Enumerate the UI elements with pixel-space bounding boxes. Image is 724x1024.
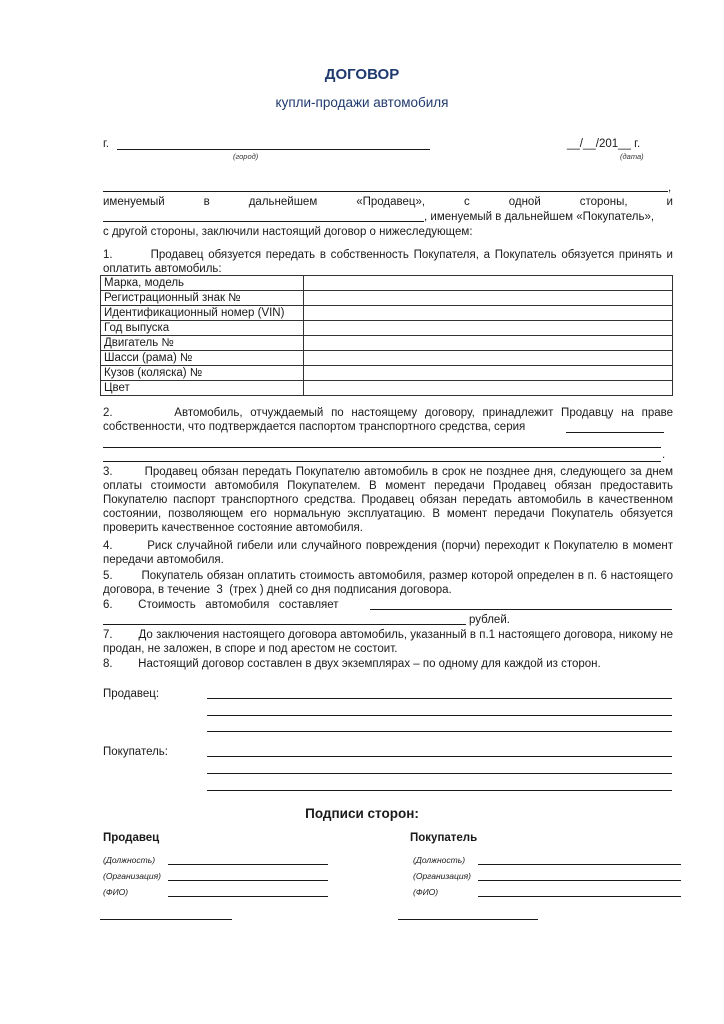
- buyer-organization-field[interactable]: [478, 880, 681, 881]
- seller-organization-field[interactable]: [168, 880, 328, 881]
- table-row: [101, 381, 673, 396]
- vehicle-attribute-label: Марка, модель: [101, 276, 304, 291]
- seller-requisites-line[interactable]: [207, 731, 672, 732]
- table-row: [101, 306, 673, 321]
- city-prefix: г.: [103, 138, 109, 150]
- word: с: [464, 196, 470, 208]
- seller-name-field[interactable]: [103, 191, 668, 192]
- table-row: [101, 291, 673, 306]
- buyer-fio-field[interactable]: [478, 896, 681, 897]
- vehicle-table: [100, 275, 673, 396]
- pts-line-2[interactable]: [103, 447, 661, 448]
- seller-signature-line[interactable]: [100, 919, 232, 920]
- clause-2: 2. Автомобиль, отчуждаемый по настоящему договору, принадлежит Продавцу на праве собственности, что подтверждается паспортом транспортного средства, серия: [103, 407, 673, 433]
- word: в: [203, 196, 210, 208]
- vehicle-attribute-label: Шасси (рама) №: [101, 351, 304, 366]
- clause-7: 7. До заключения настоящего договора автомобиль, указанный в п.1 настоящего договора, никому не продан, не заложен, в споре и под арестом не состоит.: [103, 629, 673, 655]
- clause-3: 3. Продавец обязан передать Покупателю автомобиль в срок не позднее дня, следующего за днем оплаты стоимости автомобиля Покупателем. В момент передачи Продавец обязан предоставить Покупателю паспорт транспортного средства. Продавец обязан передать автомобиль в качественном состоянии, позволяющем его нормальную эксплуатацию. В момент передачи Покупатель обязуется проверить качественное состояние автомобиля.: [103, 466, 673, 534]
- seller-requisites-label: Продавец:: [103, 688, 160, 700]
- vehicle-attribute-value[interactable]: [304, 291, 673, 306]
- parties-conclusion: с другой стороны, заключили настоящий договор о нижеследующем:: [103, 226, 473, 238]
- vehicle-attribute-value[interactable]: [304, 306, 673, 321]
- vehicle-attribute-label: Идентификационный номер (VIN): [101, 306, 304, 321]
- vehicle-attribute-value[interactable]: [304, 366, 673, 381]
- table-row: [101, 366, 673, 381]
- buyer-fio-label: (ФИО): [413, 887, 439, 897]
- clause-5: 5. Покупатель обязан оплатить стоимость автомобиля, размер которой определен в п. 6 настоящего договора, в течение 3 (трех ) дней со дня подписания договора.: [103, 570, 673, 596]
- seller-designation-line: [103, 195, 673, 209]
- vehicle-attribute-label: Цвет: [101, 381, 304, 396]
- seller-requisites-line[interactable]: [207, 715, 672, 716]
- vehicle-attribute-value[interactable]: [304, 321, 673, 336]
- seller-fio-label: (ФИО): [103, 887, 129, 897]
- buyer-name-field[interactable]: [103, 221, 424, 222]
- clause-8: 8. Настоящий договор составлен в двух экземплярах – по одному для каждой из сторон.: [103, 658, 601, 670]
- price-currency: рублей.: [469, 614, 510, 626]
- vehicle-attribute-value[interactable]: [304, 381, 673, 396]
- price-words-field[interactable]: [103, 624, 466, 625]
- word: дальнейшем: [248, 196, 318, 208]
- date-field[interactable]: __/__/201__ г.: [567, 138, 641, 150]
- buyer-position-field[interactable]: [478, 864, 681, 865]
- buyer-signature-line[interactable]: [398, 919, 538, 920]
- seller-position-label: (Должность): [103, 855, 156, 865]
- vehicle-attribute-label: Кузов (коляска) №: [101, 366, 304, 381]
- table-row: [101, 276, 673, 291]
- buyer-requisites-label: Покупатель:: [103, 746, 168, 758]
- price-field[interactable]: [370, 609, 672, 610]
- pts-line-3[interactable]: [103, 461, 661, 462]
- pts-end-dot: .: [662, 449, 666, 461]
- signatures-title: Подписи сторон:: [305, 806, 419, 821]
- table-row: [101, 321, 673, 336]
- city-hint: (город): [233, 152, 259, 161]
- buyer-requisites-line[interactable]: [207, 790, 672, 791]
- vehicle-attribute-value[interactable]: [304, 351, 673, 366]
- buyer-designation: , именуемый в дальнейшем «Покупатель»,: [424, 211, 655, 223]
- buyer-requisites-line[interactable]: [207, 756, 672, 757]
- vehicle-attribute-value[interactable]: [304, 336, 673, 351]
- seller-fio-field[interactable]: [168, 896, 328, 897]
- vehicle-attribute-value[interactable]: [304, 276, 673, 291]
- table-row: [101, 336, 673, 351]
- word: «Продавец»,: [356, 196, 426, 208]
- document-title: ДОГОВОР: [324, 66, 400, 83]
- clause-1: 1. Продавец обязуется передать в собственность Покупателя, а Покупатель обязуется принять и оплатить автомобиль:: [103, 249, 673, 275]
- clause-4: 4. Риск случайной гибели или случайного повреждения (порчи) переходит к Покупателю в момент передачи автомобиля.: [103, 540, 673, 566]
- date-hint: (дата): [620, 152, 644, 161]
- word: одной: [508, 196, 541, 208]
- word: и: [666, 196, 673, 208]
- word: именуемый: [103, 196, 165, 208]
- city-field[interactable]: [117, 149, 430, 150]
- buyer-requisites-line[interactable]: [207, 773, 672, 774]
- document-subtitle: купли-продажи автомобиля: [275, 95, 449, 110]
- word: стороны,: [579, 196, 628, 208]
- buyer-signature-heading: Покупатель: [410, 832, 478, 844]
- buyer-position-label: (Должность): [413, 855, 466, 865]
- vehicle-attribute-label: Год выпуска: [101, 321, 304, 336]
- clause-6: 6. Стоимость автомобиля составляет: [103, 599, 339, 611]
- seller-signature-heading: Продавец: [103, 832, 160, 844]
- vehicle-attribute-label: Двигатель №: [101, 336, 304, 351]
- seller-position-field[interactable]: [168, 864, 328, 865]
- vehicle-attribute-label: Регистрационный знак №: [101, 291, 304, 306]
- buyer-organization-label: (Организация): [413, 871, 471, 881]
- seller-organization-label: (Организация): [103, 871, 161, 881]
- seller-requisites-line[interactable]: [207, 698, 672, 699]
- line-comma: ,: [668, 182, 672, 194]
- table-row: [101, 351, 673, 366]
- pts-series-field[interactable]: [566, 432, 664, 433]
